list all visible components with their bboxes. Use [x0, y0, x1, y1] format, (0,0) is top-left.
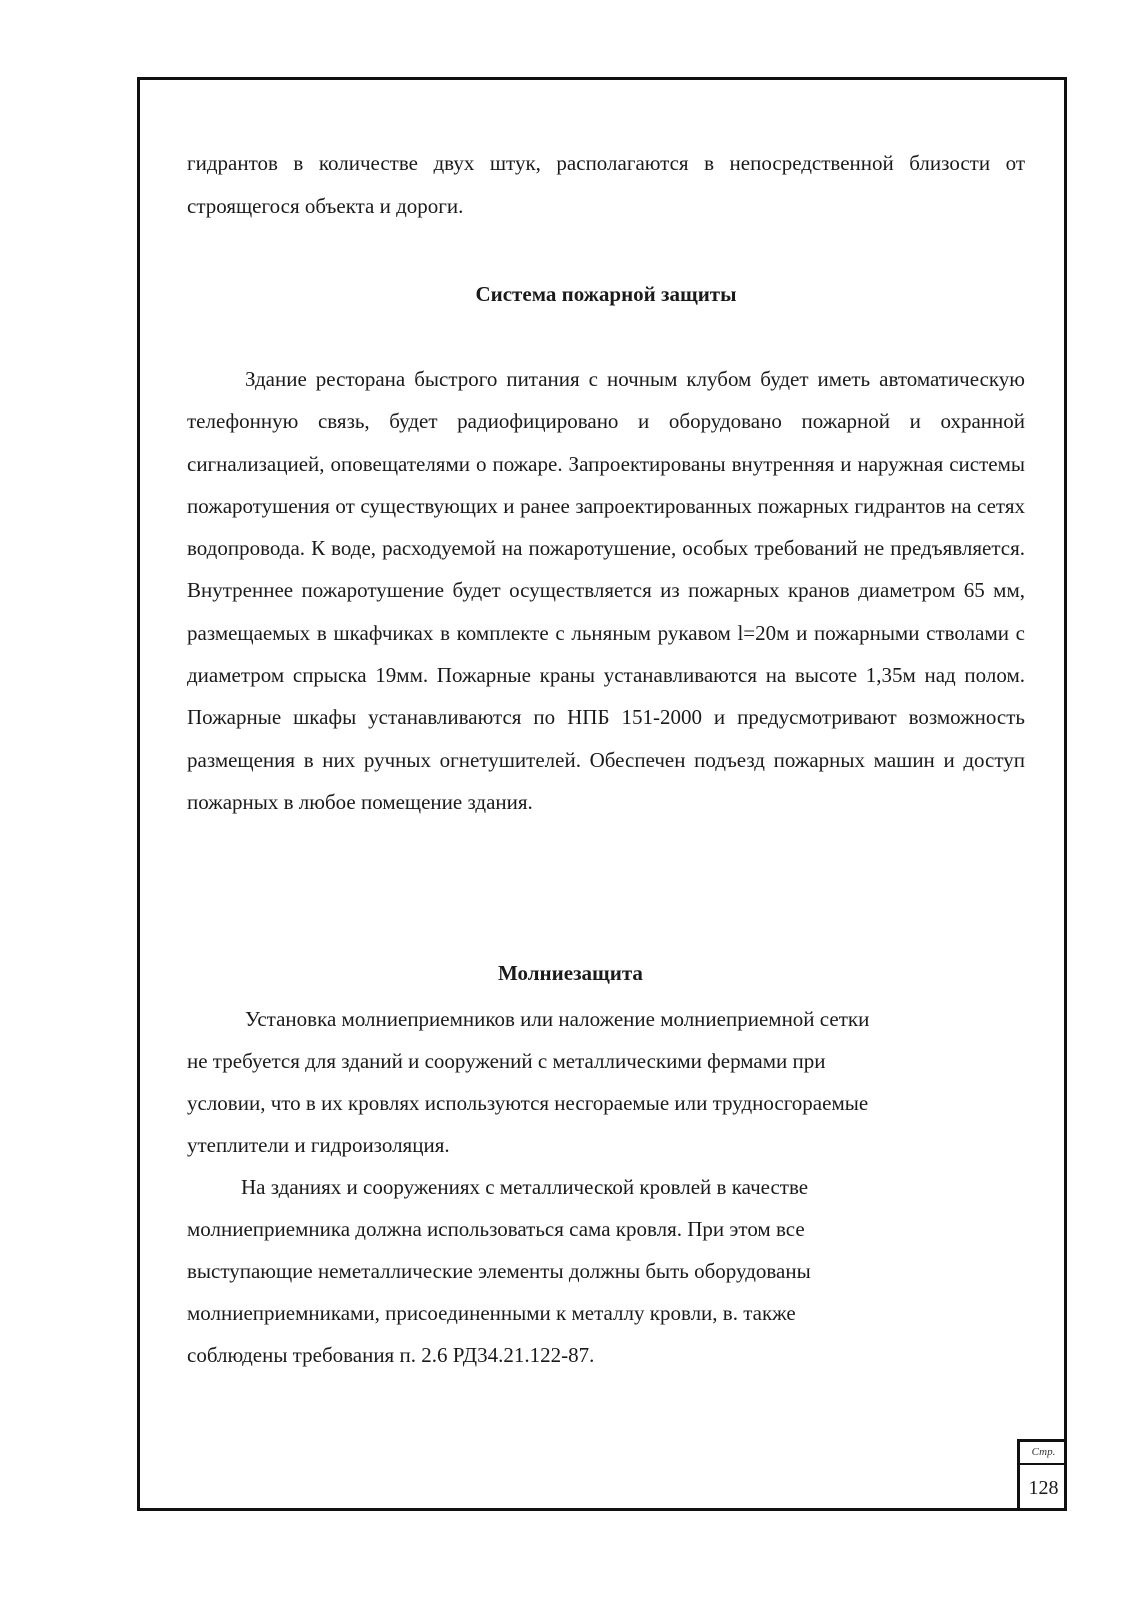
fire-protection-paragraph: Здание ресторана быстрого питания с ночным клубом будет иметь автоматическую телефонную связь, будет радиофицировано и оборудовано пожарной и охранной сигнализацией, оповещателями о пожаре. Запроектированы внутренняя и наружная системы пожаротушения от существующих и ранее запроектированных пожарных гидрантов на сетях водопровода. К воде, расходуемой на пожаротушение, особых требований не предъявляется. Внутреннее пожаротушение будет осуществляется из пожарных кранов диаметром 65 мм, размещаемых в шкафчиках в комплекте с льняным рукавом l=20м и пожарными стволами с диаметром спрыска 19мм. Пожарные краны устанавливаются на высоте 1,35м над полом. Пожарные шкафы устанавливаются по НПБ 151-2000 и предусмотривают возможность размещения в них ручных огнетушителей. Обеспечен подъезд пожарных машин и доступ пожарных в любое помещение здания. — [187, 367, 1025, 814]
lightning-p2-line: соблюдены требования п. 2.6 РД34.21.122-87. — [187, 1343, 595, 1367]
page-number: 128 — [1028, 1477, 1059, 1499]
lightning-p1-line: не требуется для зданий и сооружений с металлическими фермами при — [187, 1049, 826, 1073]
lightning-p2-line: молниеприемника должна использоваться сама кровля. При этом все — [187, 1217, 805, 1241]
lightning-p2-line: молниеприемниками, присоединенными к металлу кровли, в. также — [187, 1301, 796, 1325]
lightning-p1-line: условии, что в их кровлях используются несгораемые или трудносгораемые — [187, 1091, 869, 1115]
lightning-p1-line: Установка молниеприемников или наложение молниеприемной сетки — [245, 1007, 870, 1031]
lightning-paragraph-1 — [187, 998, 1025, 1166]
lightning-paragraph-2 — [187, 1166, 1025, 1376]
page-number-stamp — [1017, 1439, 1067, 1511]
stamp-label: Стр. — [1020, 1442, 1067, 1465]
intro-paragraph: гидрантов в количестве двух штук, располагаются в непосредственной близости от строящегося объекта и дороги. — [187, 151, 1025, 218]
lightning-p2-line: На зданиях и сооружениях с металлической кровлей в качестве — [241, 1175, 809, 1199]
lightning-p1-line: утеплители и гидроизоляция. — [187, 1133, 450, 1157]
lightning-protection-heading: Молниезащита — [498, 961, 643, 985]
fire-protection-heading: Система пожарной защиты — [475, 282, 737, 306]
lightning-p2-line: выступающие неметаллические элементы должны быть оборудованы — [187, 1259, 811, 1283]
